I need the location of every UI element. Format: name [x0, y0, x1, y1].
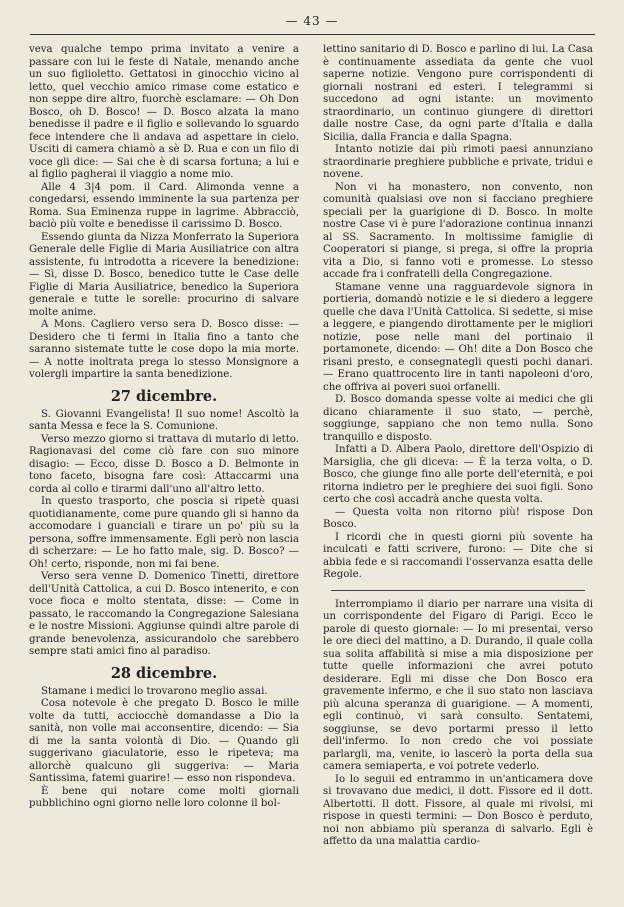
paragraph: veva qualche tempo prima invitato a venire a passare con lui le feste di Natale, menando anche un suo figlioletto. Gettatosi in ginocchio vicino al letto, quel vecchio amico rimase come estatico e non seppe dire altro, fuorchè esclamare: — Oh Don Bosco, oh D. Bosco! — D. Bosco alzata la mano benedisse il padre e il figlio e sollevando lo sguardo fece intendere che li andava ad aspettare in cielo. Usciti di camera chiamò a sè D. Rua e con un filo di voce gli dice: — Sai che è di scarsa fortuna; a lui e al figlio pagherai il viaggio a nome mio. [29, 44, 299, 180]
paragraph: Essendo giunta da Nizza Monferrato la Superiora Generale delle Figlie di Maria Ausiliatrice con altra assistente, fu introdotta a ricevere la benedizione: — Sì, disse D. Bosco, benedico tutte le Case delle Figlie di Maria Ausiliatrice, benedico la Superiora generale e tutte le sorelle: procurino di salvare molte anime. [29, 231, 299, 318]
section-heading-28-dicembre: 28 dicembre. [110, 664, 218, 682]
paragraph: È bene qui notare come molti giornali pubblichino ogni giorno nelle loro colonne il bol- [29, 785, 299, 809]
section-heading-27-dicembre: 27 dicembre. [110, 387, 218, 405]
right-column [323, 44, 593, 899]
header-rule [30, 34, 595, 35]
paragraph: Infatti a D. Albera Paolo, direttore dell'Ospizio di Marsiglia, che gli diceva: — È la terza volta, o D. Bosco, che giunge fino alle porte dell'eternità, e poi ritorna indietro per le preghiere dei suoi figli. Sono certo che così accadrà anche questa volta. [323, 444, 593, 505]
paragraph: Alle 4 3|4 pom. il Card. Alimonda venne a congedarsi, essendo imminente la sua partenza per Roma. Sua Eminenza ruppe in lagrime. Abbracciò, baciò più volte e benedisse il carissimo D. Bosco. [29, 181, 299, 230]
paragraph: S. Giovanni Evangelista! Il suo nome! Ascoltò la santa Messa e fece la S. Comunione. [29, 408, 299, 432]
section-divider [331, 590, 585, 591]
paragraph: lettino sanitario di D. Bosco e parlino di lui. La Casa è continuamente assediata da gente che vuol saperne notizie. Vengono pure corrispondenti di giornali nostrani ed esteri. I telegrammi si succedono ad ogni istante: un movimento straordinario, un continuo giungere di direttori dalle nostre Case, da ogni parte d'Italia e dalla Sicilia, dalla Francia e dalla Spagna. [323, 44, 593, 143]
paragraph: Io lo seguii ed entrammo in un'anticamera dove si trovavano due medici, il dott. Fissore ed il dott. Albertotti. Il dott. Fissore, al quale mi rivolsi, mi rispose in questi termini: — Don Bosco è perduto, noi non abbiamo più speranza di salvarlo. Egli è affetto da una malattia cardio- [323, 773, 593, 847]
page-number: — 43 — [285, 14, 339, 28]
paragraph: Stamane venne una ragguardevole signora in portieria, domandò notizie e le si diedero a leggere quelle che dava l'Unità Cattolica. Si sedette, si mise a leggere, e piangendo dirottamente per le migliori notizie, pose nelle mani del portinaio il portamonete, dicendo: — Oh! dite a Don Bosco che risani presto, e consegnategli questi pochi danari. — Erano quattrocento lire in tanti napoleoni d'oro, che offriva ai poveri suoi orfanelli. [323, 281, 593, 393]
paragraph: Cosa notevole è che pregato D. Bosco le mille volte da tutti, acciocchè domandasse a Dio la sanità, non volle mai acconsentire, dicendo: — Sia di me la santa volontà di Dio. — Quando gli suggerivano giaculatorie, esso le ripeteva; ma allorchè qualcuno gli suggeriva: — Maria Santissima, fatemi guarire! — esso non rispondeva. [29, 698, 299, 784]
left-column [29, 44, 299, 899]
paragraph: I ricordi che in questi giorni più sovente ha inculcati e fatti scrivere, furono: — Dite che si abbia fede e si raccomandi l'osservanza esatta delle Regole. [323, 531, 593, 580]
paragraph: Intanto notizie dai più rimoti paesi annunziano straordinarie preghiere pubbliche e private, tridui e novene. [323, 144, 593, 180]
paragraph: Non vi ha monastero, non convento, non comunità qualsiasi ove non si facciano preghiere speciali per la guarigione di D. Bosco. In molte nostre Case vi è pure l'adorazione continua innanzi al SS. Sacramento. In moltissime famiglie di Cooperatori si piange, si prega, si offre la propria vita a Dio, si fanno voti e promesse. Lo stesso accade fra i confratelli della Congregazione. [323, 181, 593, 280]
paragraph: Verso sera venne D. Domenico Tinetti, direttore dell'Unità Cattolica, a cui D. Bosco intenerito, e con voce fioca e molto stentata, disse: — Come in passato, le raccomando la Congregazione Salesiana e le nostre Missioni. Aggiunse quindi altre parole di grande benevolenza, assicurandolo che sarebbero sempre stati amici fino al paradiso. [29, 571, 299, 657]
paragraph: Verso mezzo giorno si trattava di mutarlo di letto. Ragionavasi del come ciò fare con suo minore disagio: — Ecco, disse D. Bosco a D. Belmonte in tono faceto, bisogna fare così: Attaccarmi una corda al collo e tirarmi dall'uno all'altro letto. [29, 433, 299, 495]
paragraph: — Questa volta non ritorno più! rispose Don Bosco. [323, 506, 593, 530]
paragraph: Interrompiamo il diario per narrare una visita di un corrispondente del Figaro di Parigi. Ecco le parole di questo giornale: — Io mi presentai, verso le ore dieci del mattino, a D. Durando, il quale colla sua solita affabilità si mise a mia disposizione per tutte quelle informazioni che avrei potuto desiderare. Egli mi disse che Don Bosco era gravemente infermo, e che il suo stato non lasciava più alcuna speranza di guarigione. — A momenti, egli continuò, vi sarà consulto. Sentatemi, soggiunse, se devo portarmi presso il letto dell'infermo. Io non credo che voi possiate parlargli, ma, venite, io lascerò la porta della sua camera semiaperta, e voi potrete vederlo. [323, 598, 593, 772]
paragraph: A Mons. Cagliero verso sera D. Bosco disse: — Desidero che ti fermi in Italia fino a tanto che saranno sistemate tutte le cose dopo la mia morte. — A notte inoltrata prega lo stesso Monsignore a volergli impartire la santa benedizione. [29, 319, 299, 380]
paragraph: D. Bosco domanda spesse volte ai medici che gli dicano chiaramente il suo stato, — perchè, soggiunge, sappiano che non temo nulla. Sono tranquillo e disposto. [323, 394, 593, 443]
paragraph: In questo trasporto, che poscia si ripetè quasi quotidianamente, come pure quando gli si hanno da accomodare i guanciali e tirare un po' più su la persona, soffre immensamente. Egli però non lascia di scherzare: — Le ho fatto male, sig. D. Bosco? — Oh! certo, risponde, non mi fai bene. [29, 496, 299, 570]
paragraph: Stamane i medici lo trovarono meglio assai. [41, 685, 268, 697]
